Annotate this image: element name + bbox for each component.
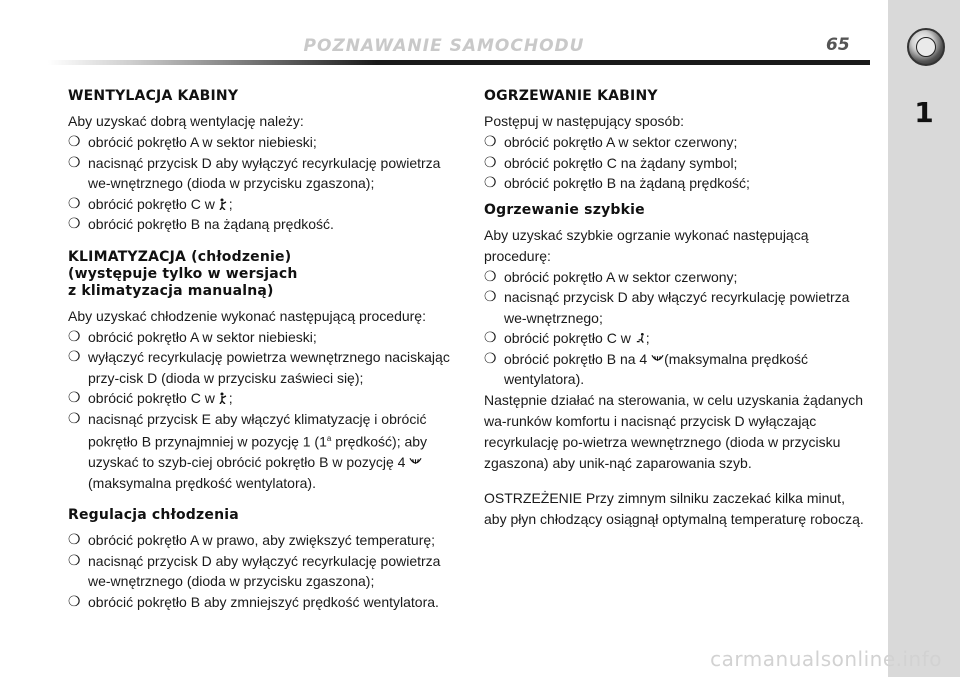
chapter-number: 1 bbox=[914, 96, 934, 129]
bullet-icon: ❍ bbox=[484, 154, 497, 171]
list-item: ❍ obrócić pokrętło C w ; bbox=[68, 388, 452, 409]
bullet-icon: ❍ bbox=[68, 134, 81, 150]
section-intro: Postępuj w następujący sposób: bbox=[484, 113, 685, 129]
paragraph: Następnie działać na sterowania, w celu uzyskania żądanych wa-runków komfortu i nacisnąć przycisk D wyłączając recyrkulację po-wietrza wewnętrznego (dioda w przycisku zgaszona) aby unik-nąć zaparowania szyb. bbox=[484, 391, 863, 471]
list-item: ❍ obrócić pokrętło A w sektor niebieski; bbox=[68, 132, 452, 153]
bullet-icon: ❍ bbox=[68, 593, 81, 610]
list-item: ❍ nacisnąć przycisk E aby włączyć klimatyzację i obrócić pokrętło B przynajmniej w pozycję 1 (1$^a$ prędkość); aby uzyskać to szyb-ciej obrócić pokrętło B w pozycję 4 (maksymalna prędkość wentylatora). bbox=[68, 410, 428, 491]
section-intro: Aby uzyskać szybkie ogrzanie wykonać następującą procedurę: bbox=[484, 226, 809, 264]
fan-max-speed-icon bbox=[651, 353, 664, 365]
list-item: ❍ obrócić pokrętło B na żądaną prędkość. bbox=[68, 214, 452, 235]
section-title-heating: OGRZEWANIE KABINY bbox=[484, 88, 658, 104]
bullet-icon: ❍ bbox=[484, 268, 497, 285]
list-item: ❍ obrócić pokrętło B na 4 (maksymalna prędkość wentylatora). bbox=[484, 350, 809, 387]
header-rule bbox=[48, 60, 870, 65]
bullet-icon: ❍ bbox=[484, 289, 497, 305]
brand-logo-icon bbox=[907, 28, 945, 66]
face-vent-icon bbox=[219, 198, 229, 210]
list-item: ❍ obrócić pokrętło B na żądaną prędkość; bbox=[484, 173, 868, 194]
face-vent-icon bbox=[219, 392, 229, 404]
bullet-icon: ❍ bbox=[68, 532, 81, 549]
watermark: carmanualsonline.info bbox=[710, 647, 942, 671]
bullet-icon: ❍ bbox=[68, 349, 81, 365]
warning-paragraph: OSTRZEŻENIE Przy zimnym silniku zaczekać kilka minut, aby płyn chłodzący osiągnął optymalną temperaturę roboczą. bbox=[484, 489, 864, 527]
list-item: ❍ obrócić pokrętło A w sektor czerwony; bbox=[484, 132, 868, 153]
bullet-icon: ❍ bbox=[68, 552, 81, 569]
bullet-icon: ❍ bbox=[68, 216, 81, 232]
bullet-icon: ❍ bbox=[68, 410, 81, 427]
bullet-icon: ❍ bbox=[68, 390, 81, 406]
bullet-icon: ❍ bbox=[68, 195, 81, 212]
right-column bbox=[484, 88, 868, 530]
list-item: ❍ obrócić pokrętło A w sektor czerwony; bbox=[484, 267, 868, 288]
list-item: ❍ obrócić pokrętło C na żądany symbol; bbox=[484, 153, 868, 174]
foot-vent-icon bbox=[635, 332, 646, 344]
list-item: ❍ nacisnąć przycisk D aby włączyć recyrkulację powietrza we-wnętrznego; bbox=[484, 289, 850, 326]
page-number: 65 bbox=[826, 35, 850, 55]
list-item: ❍ obrócić pokrętło A w sektor niebieski; bbox=[68, 327, 452, 348]
section-title-ac-line2: (występuje tylko w wersjach bbox=[68, 265, 298, 282]
left-column bbox=[68, 88, 452, 612]
section-intro: Aby uzyskać chłodzenie wykonać następującą procedurę: bbox=[68, 307, 426, 324]
list-item: ❍ nacisnąć przycisk D aby wyłączyć recyrkulację powietrza we-wnętrznego (dioda w przycisku zgaszona); bbox=[68, 552, 441, 590]
bullet-icon: ❍ bbox=[484, 350, 497, 367]
bullet-icon: ❍ bbox=[68, 328, 81, 345]
bullet-icon: ❍ bbox=[484, 175, 497, 191]
fan-max-speed-icon bbox=[409, 456, 422, 468]
list-item: ❍ obrócić pokrętło C w ; bbox=[484, 328, 868, 349]
section-title-ventilation: WENTYLACJA KABINY bbox=[68, 88, 239, 104]
section-title-quick-heating: Ogrzewanie szybkie bbox=[484, 201, 645, 218]
list-item: ❍ obrócić pokrętło C w ; bbox=[68, 194, 452, 215]
page-header-title: POZNAWANIE SAMOCHODU bbox=[303, 36, 585, 56]
list-item: ❍ obrócić pokrętło A w prawo, aby zwiększyć temperaturę; bbox=[68, 530, 452, 551]
section-title-ac-line1: KLIMATYZACJA (chłodzenie) bbox=[68, 248, 292, 265]
list-item: ❍ obrócić pokrętło B aby zmniejszyć prędkość wentylatora. bbox=[68, 592, 452, 613]
bullet-icon: ❍ bbox=[484, 330, 497, 346]
list-item: ❍ wyłączyć recyrkulację powietrza wewnętrznego naciskając przy-cisk D (dioda w przycisku zaświeci się); bbox=[68, 349, 450, 386]
section-title-cooling-regulation: Regulacja chłodzenia bbox=[68, 507, 239, 524]
list-item: ❍ nacisnąć przycisk D aby wyłączyć recyrkulację powietrza we-wnętrznego (dioda w przycisku zgaszona); bbox=[68, 154, 441, 191]
bullet-icon: ❍ bbox=[68, 154, 81, 171]
section-intro: Aby uzyskać dobrą wentylację należy: bbox=[68, 113, 304, 129]
bullet-icon: ❍ bbox=[484, 134, 497, 150]
section-title-ac-line3: z klimatyzacja manualną) bbox=[68, 282, 274, 299]
